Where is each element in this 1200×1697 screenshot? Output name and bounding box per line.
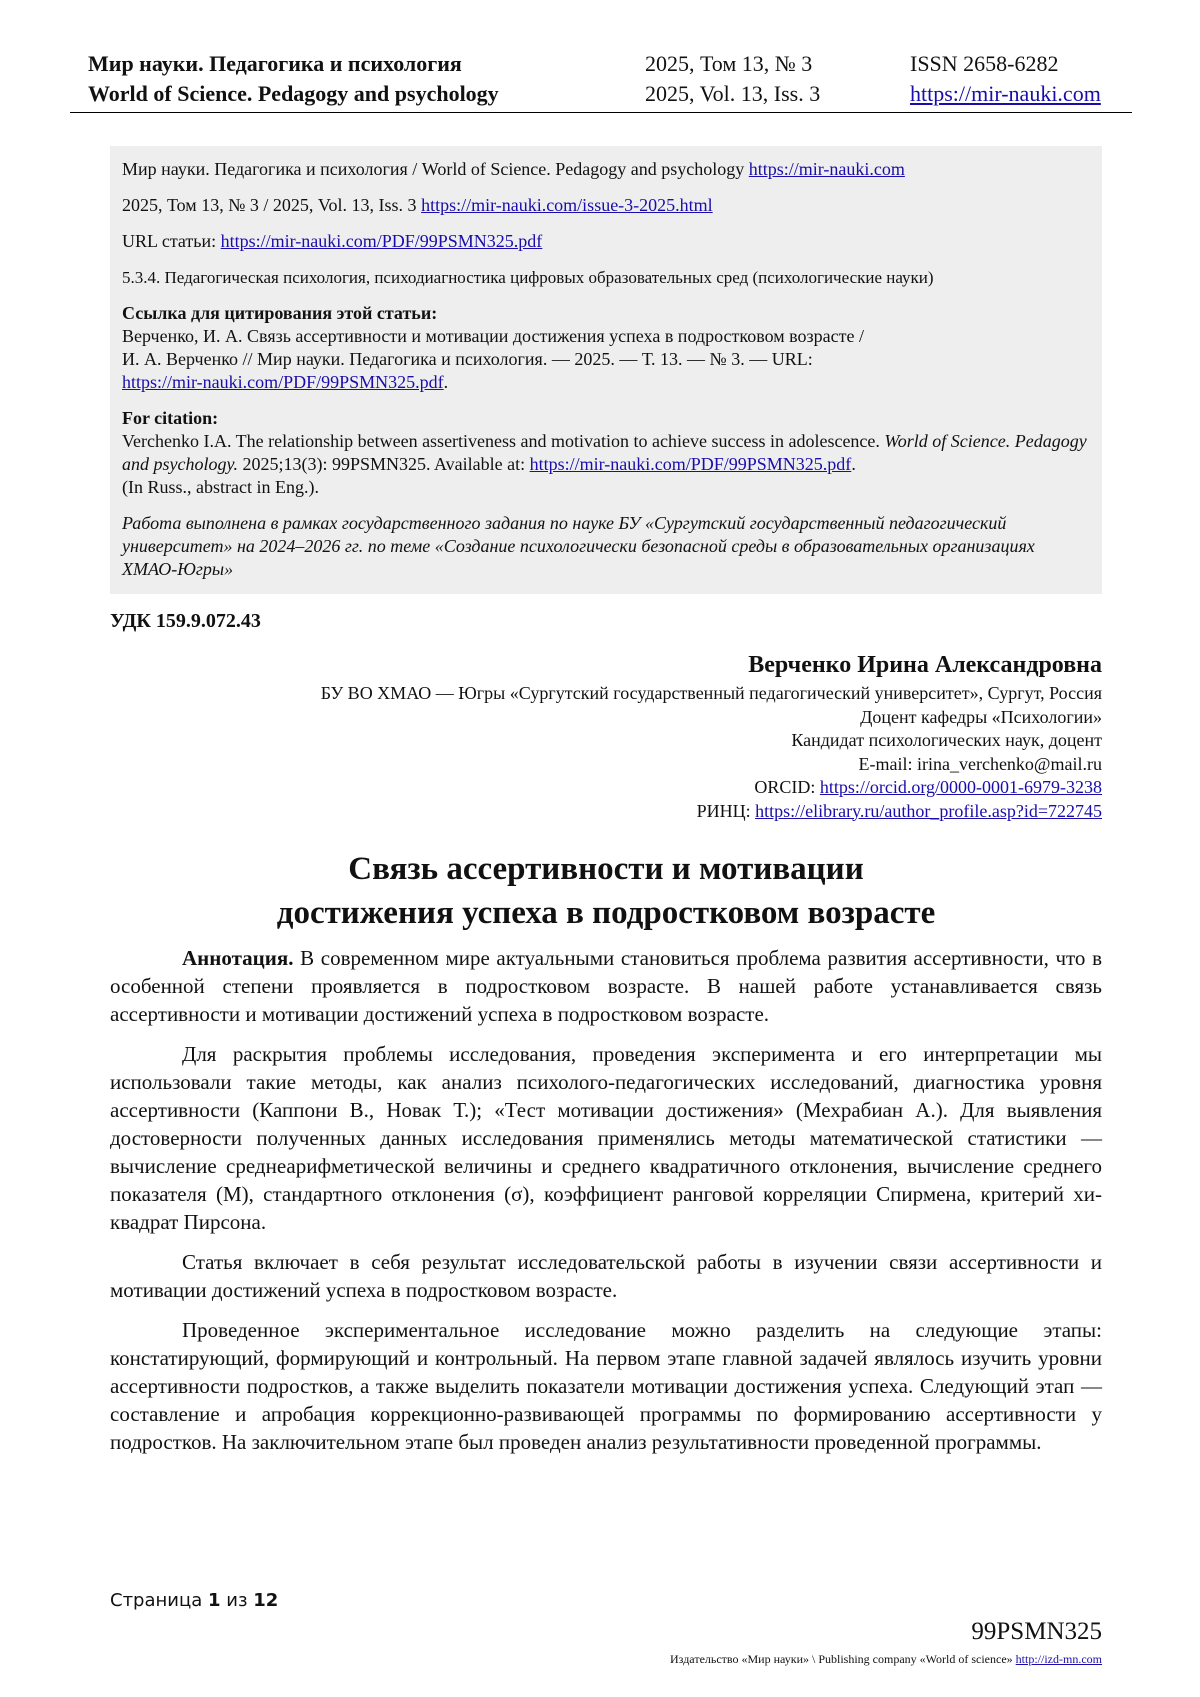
journal-line: Мир науки. Педагогика и психология / World of Science. Pedagogy and psychology https://mir-nauki.com xyxy=(122,159,905,179)
abstract-paragraph: Проведенное экспериментальное исследование можно разделить на следующие этапы: констатирующий, формирующий и контрольный. На первом этапе главной задачей являлось изучить уровни ассертивности подростков, а также выделить показатели мотивации достижения успеха. Следующий этап — составление и апробация коррекционно-развивающей программы по формированию ассертивности у подростков. На заключительном этапе был проведен анализ результативности проведенной программы. xyxy=(110,1318,1102,1454)
author-affiliation: БУ ВО ХМАО — Югры «Сургутский государственный педагогический университет», Сургут, Россия xyxy=(320,683,1102,703)
issue-line: 2025, Том 13, № 3 / 2025, Vol. 13, Iss. 3 https://mir-nauki.com/issue-3-2025.html xyxy=(122,195,713,215)
author-degree: Кандидат психологических наук, доцент xyxy=(791,730,1102,750)
rinc-link[interactable]: https://elibrary.ru/author_profile.asp?id=722745 xyxy=(755,800,1102,821)
citation-ru: Ссылка для цитирования этой статьи: Верченко, И. А. Связь ассертивности и мотивации достижения успеха в подростковом возрасте / И. А. Верченко // Мир науки. Педагогика и психология. — 2025. — Т. 13. — № 3. — URL: https://mir-nauki.com/PDF/99PSMN325.pdf. xyxy=(122,303,864,392)
issn: ISSN 2658-6282 xyxy=(910,51,1059,76)
abstract-paragraph: Аннотация. В современном мире актуальными становиться проблема развития ассертивности, что в особенной степени проявляется в подростковом возрасте. В нашей работе устанавливается связь ассертивности и мотивации достижений успеха в подростковом возрасте. xyxy=(110,946,1102,1026)
article-url-link[interactable]: https://mir-nauki.com/PDF/99PSMN325.pdf xyxy=(220,231,543,251)
abstract-paragraph: Статья включает в себя результат исследовательской работы в изучении связи ассертивности и мотивации достижений успеха в подростковом возрасте. xyxy=(110,1250,1102,1302)
citation-ru-url-link[interactable]: https://mir-nauki.com/PDF/99PSMN325.pdf xyxy=(122,372,444,392)
journal-site-link[interactable]: https://mir-nauki.com xyxy=(910,81,1101,106)
citation-en-url-link[interactable]: https://mir-nauki.com/PDF/99PSMN325.pdf xyxy=(529,454,852,474)
abstract-lead: Аннотация. xyxy=(182,946,294,970)
running-header xyxy=(70,50,1132,113)
funding-note: Работа выполнена в рамках государственного задания по науке БУ «Сургутский государственный педагогический университет» на 2024–2026 гг. по теме «Создание психологически безопасной среды в образовательных организациях ХМАО-Югры» xyxy=(122,513,1035,579)
journal-url-link[interactable]: https://mir-nauki.com xyxy=(748,159,905,179)
issue-en: 2025, Vol. 13, Iss. 3 xyxy=(645,81,821,106)
article-code: 99PSMN325 xyxy=(971,1618,1102,1645)
author-rinc: РИНЦ: https://elibrary.ru/author_profile.asp?id=722745 xyxy=(696,800,1102,821)
publisher-link[interactable]: http://izd-mn.com xyxy=(1015,1652,1102,1666)
journal-title-en: World of Science. Pedagogy and psychology xyxy=(88,81,499,106)
article-title: Связь ассертивности и мотивации достижения успеха в подростковом возрасте xyxy=(276,851,936,931)
page-number: Страница 1 из 12 xyxy=(110,1590,279,1611)
article-url-line: URL статьи: https://mir-nauki.com/PDF/99PSMN325.pdf xyxy=(122,231,543,251)
orcid-link[interactable]: https://orcid.org/0000-0001-6979-3238 xyxy=(819,777,1102,797)
citation-en: For citation: Verchenko I.A. The relationship between assertiveness and motivation to achieve success in adolescence. World of Science. Pedagogy and psychology. 2025;13(3): 99PSMN325. Available at: https://mir-nauki.com/PDF/99PSMN325.pdf. (In Russ., abstract in Eng.). xyxy=(122,408,1087,497)
citation-en-heading: For citation: xyxy=(122,408,219,428)
author-block xyxy=(102,648,1102,823)
author-name: Верченко Ирина Александровна xyxy=(748,652,1102,678)
issue-url-link[interactable]: https://mir-nauki.com/issue-3-2025.html xyxy=(421,195,713,215)
specialty-line: 5.3.4. Педагогическая психология, психодиагностика цифровых образовательных сред (психологические науки) xyxy=(122,268,934,287)
issue-ru: 2025, Том 13, № 3 xyxy=(645,51,813,76)
abstract-paragraph: Для раскрытия проблемы исследования, проведения эксперимента и его интерпретации мы использовали такие методы, как анализ психолого-педагогических исследований, диагностика уровня ассертивности (Каппони В., Новак Т.); «Тест мотивации достижения» (Мехрабиан А.). Для выявления достоверности полученных данных исследования применялись методы математической статистики — вычисление среднеарифметической величины и среднего квадратичного отклонения, вычисление среднего показателя (М), стандартного отклонения (σ), коэффициент ранговой корреляции Спирмена, критерий хи-квадрат Пирсона. xyxy=(110,1042,1102,1234)
author-position: Доцент кафедры «Психологии» xyxy=(860,706,1102,727)
journal-title-ru: Мир науки. Педагогика и психология xyxy=(88,51,462,76)
citation-ru-heading: Ссылка для цитирования этой статьи: xyxy=(122,303,438,323)
article-info-box xyxy=(110,146,1102,594)
udk-code: УДК 159.9.072.43 xyxy=(110,610,261,632)
publisher-line: Издательство «Мир науки» \ Publishing company «World of science» http://izd-mn.com xyxy=(670,1652,1102,1666)
author-email: E-mail: irina_verchenko@mail.ru xyxy=(858,753,1102,774)
abstract xyxy=(110,944,1102,1468)
author-orcid: ORCID: https://orcid.org/0000-0001-6979-3238 xyxy=(754,777,1102,797)
